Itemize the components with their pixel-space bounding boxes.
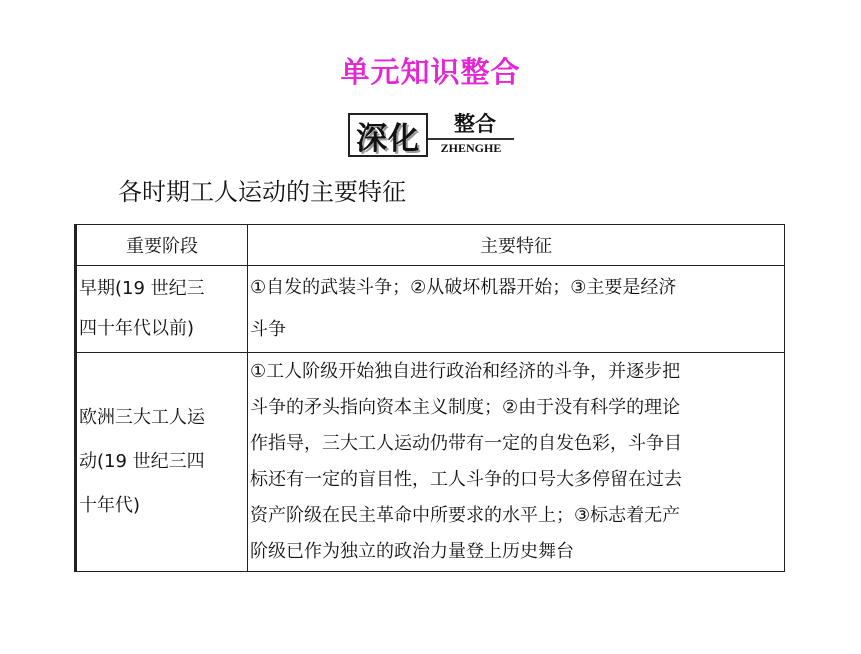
table-header-row <box>76 225 785 266</box>
header-features: 主要特征 <box>248 225 785 266</box>
stage-line: 十年代) <box>79 495 141 516</box>
table-row <box>76 353 785 572</box>
feature-line: 斗争 <box>250 319 286 340</box>
section-heading: 各时期工人运动的主要特征 <box>118 178 406 206</box>
feature-line: ①自发的武装斗争；②从破坏机器开始；③主要是经济 <box>250 277 677 298</box>
features-table <box>74 224 785 572</box>
stage-line: 四十年代以前) <box>79 318 195 339</box>
stage-cell <box>76 353 248 572</box>
stage-line: 动(19 世纪三四 <box>79 451 205 472</box>
feature-line: 资产阶级在民主革命中所要求的水平上；③标志着无产 <box>250 505 681 526</box>
section-logo <box>348 108 516 160</box>
logo-main-badge <box>348 113 428 157</box>
logo-sub-text: 整合 <box>454 111 496 136</box>
feature-line: 阶级已作为独立的政治力量登上历史舞台 <box>250 541 574 562</box>
logo-english-text: ZHENGHE <box>440 141 502 155</box>
stage-line: 欧洲三大工人运 <box>79 407 205 428</box>
feature-line: 作指导，三大工人运动仍带有一定的自发色彩，斗争目 <box>250 433 682 454</box>
feature-line: 斗争的矛头指向资本主义制度；②由于没有科学的理论 <box>250 397 681 418</box>
feature-line: ①工人阶级开始独自进行政治和经济的斗争，并逐步把 <box>250 361 681 382</box>
header-stage: 重要阶段 <box>76 225 248 266</box>
logo-divider <box>428 138 514 140</box>
stage-line: 早期(19 世纪三 <box>79 278 205 299</box>
stage-cell <box>76 266 248 353</box>
page-title: 单元知识整合 <box>340 55 521 89</box>
features-cell <box>248 266 785 353</box>
feature-line: 标还有一定的盲目性，工人斗争的口号大多停留在过去 <box>250 469 682 490</box>
table-row <box>76 266 785 353</box>
logo-main-text: 深化 <box>356 120 420 157</box>
features-cell <box>248 353 785 572</box>
